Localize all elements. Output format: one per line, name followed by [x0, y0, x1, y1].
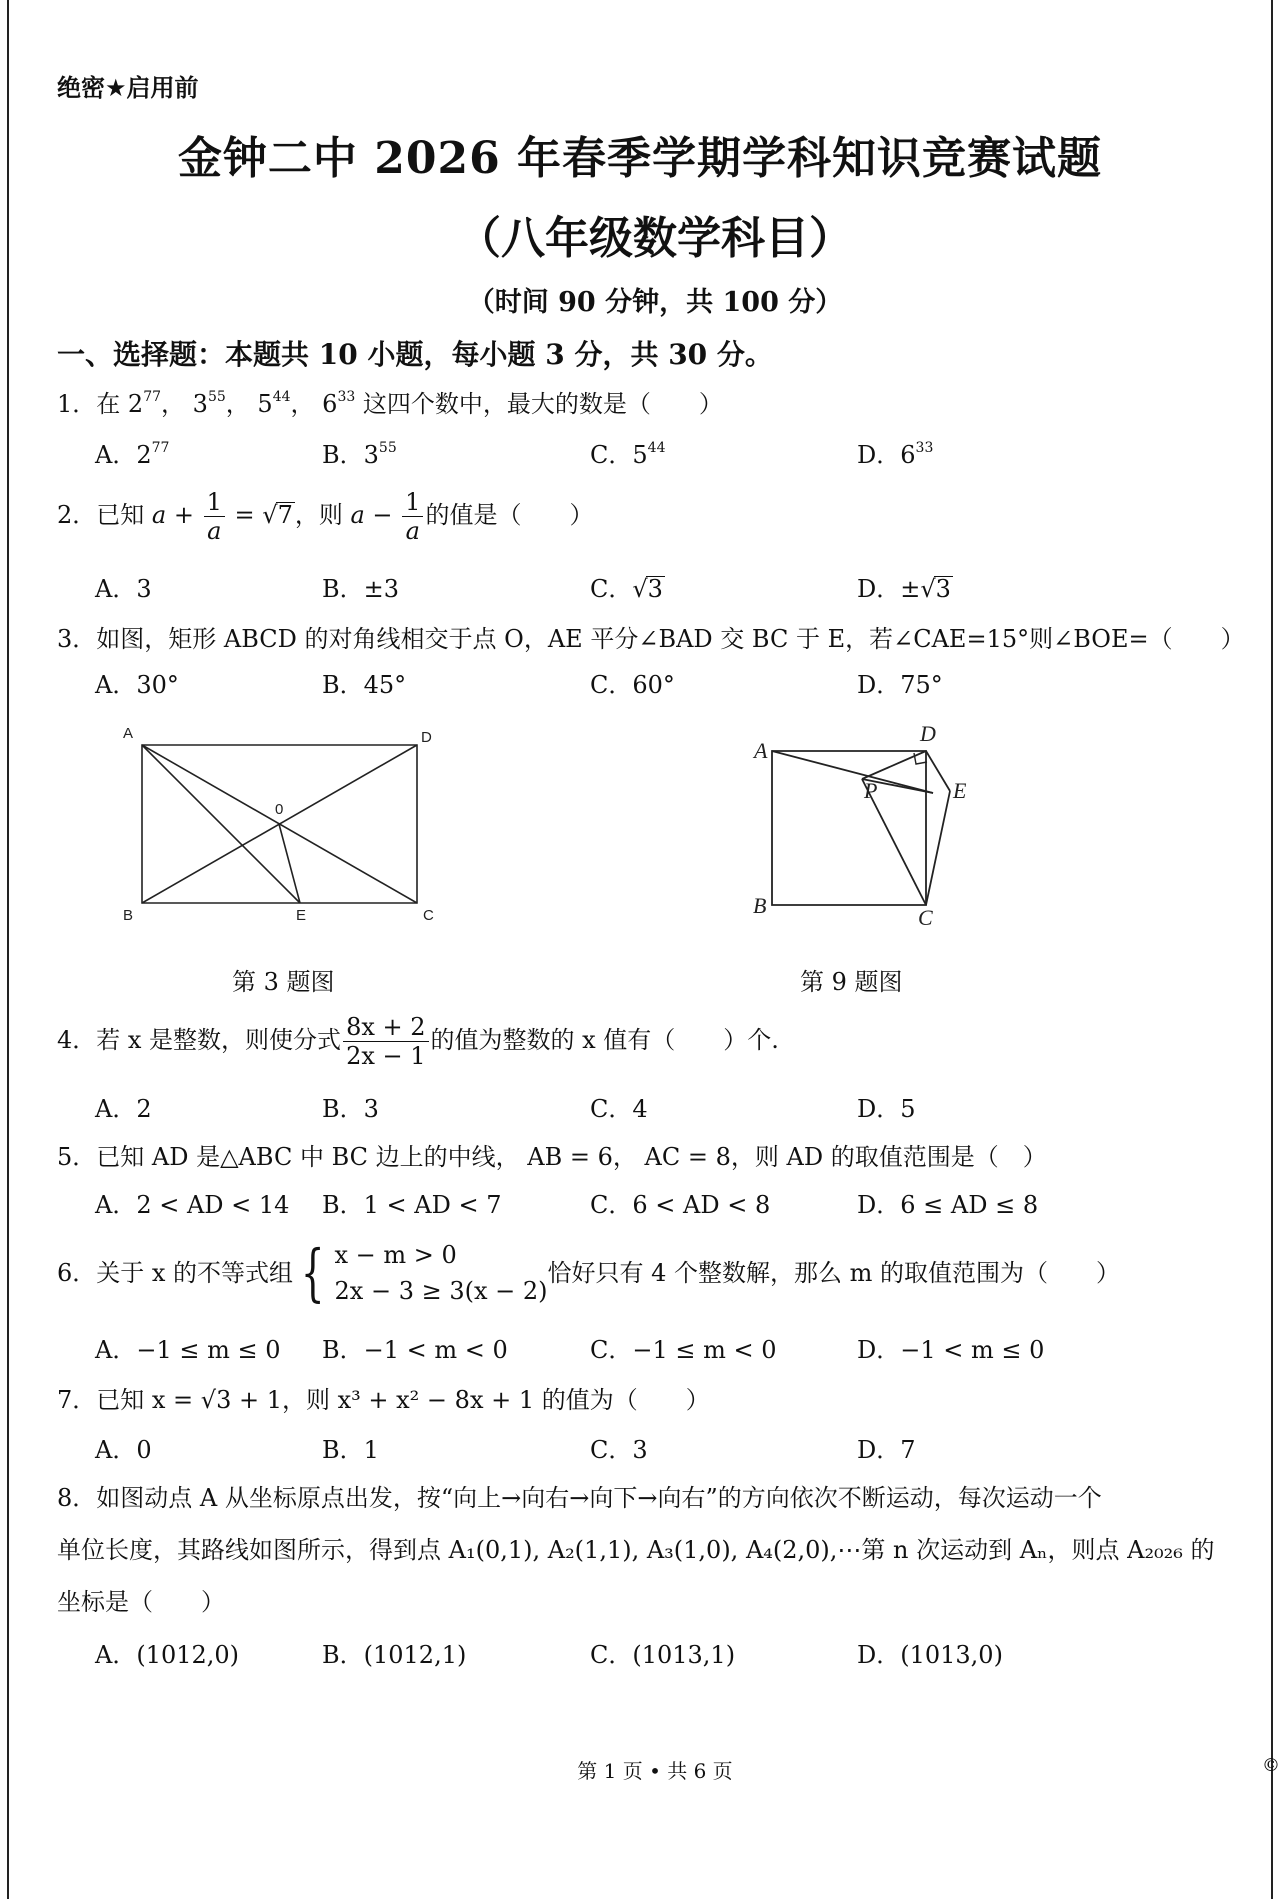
q6-option-a[interactable]: A．−1 ≤ m ≤ 0 — [95, 1336, 281, 1364]
exam-title: 金钟二中 2026 年春季学期学科知识竞赛试题 — [177, 133, 1103, 184]
question-4: 4．若 x 是整数，则使分式 $\frac{8x + 2}{2x - 1}$ 的值为整数的 x 值有（ ）个. — [57, 1013, 779, 1070]
q6-option-d[interactable]: D．−1 < m ≤ 0 — [857, 1336, 1045, 1364]
q3-option-a[interactable]: A．30° — [95, 671, 179, 699]
question-8-line-3: 坐标是（ ） — [57, 1588, 225, 1616]
q4-option-a[interactable]: A．2 — [95, 1095, 152, 1123]
question-7: 7．已知 x = √3 + 1，则 x³ + x² − 8x + 1 的值为（ ） — [57, 1386, 710, 1414]
time-info: （时间 90 分钟，共 100 分） — [467, 287, 843, 318]
q2-option-d[interactable]: D．±√3 — [857, 575, 951, 603]
q6-option-c[interactable]: C．−1 ≤ m < 0 — [590, 1336, 777, 1364]
q1-option-c[interactable]: C．$5^{44}$ — [590, 440, 666, 469]
question-1: 1．在 $2^{77}$， $3^{55}$， $5^{44}$， $6^{33}$ 这四个数中，最大的数是（ ） — [57, 389, 723, 418]
q7-option-d[interactable]: D．7 — [857, 1436, 916, 1464]
q7-option-b[interactable]: B．1 — [322, 1436, 379, 1464]
section-heading: 一、选择题：本题共 10 小题，每小题 3 分，共 30 分。 — [57, 338, 773, 371]
question-3: 3．如图，矩形 ABCD 的对角线相交于点 O，AE 平分∠BAD 交 BC 于 E，若∠CAE=15°则∠BOE=（ ） — [57, 625, 1245, 653]
fig3-label-d: D — [421, 729, 432, 746]
q4-option-b[interactable]: B．3 — [322, 1095, 379, 1123]
q5-option-b[interactable]: B．1 < AD < 7 — [322, 1191, 502, 1219]
question-8-line-2: 单位长度，其路线如图所示，得到点 A₁(0,1), A₂(1,1), A₃(1,0), A₄(2,0),⋯第 n 次运动到 Aₙ，则点 A₂₀₂₆ 的 — [57, 1536, 1215, 1564]
question-6: 6．关于 x 的不等式组 { x − m > 0 2x − 3 ≥ 3(x − 2) 恰好只有 4 个整数解，那么 m 的取值范围为（ ） — [57, 1236, 1121, 1309]
fig9-label-e: E — [953, 778, 967, 803]
fig3-label-b: B — [123, 907, 134, 924]
q5-option-a[interactable]: A．2 < AD < 14 — [95, 1191, 290, 1219]
fig9-label-p: P — [864, 778, 878, 803]
q8-option-a[interactable]: A．(1012,0) — [95, 1641, 240, 1669]
exam-subtitle: （八年级数学科目） — [457, 213, 853, 264]
figure-3-rectangle — [115, 720, 455, 930]
q4-option-d[interactable]: D．5 — [857, 1095, 916, 1123]
confidential-mark: 绝密★启用前 — [57, 74, 199, 102]
q8-option-c[interactable]: C．(1013,1) — [590, 1641, 736, 1669]
q1-option-b[interactable]: B．$3^{55}$ — [322, 440, 397, 469]
fig3-label-e: E — [296, 907, 307, 924]
fig3-label-a: A — [123, 725, 134, 742]
fig9-label-d: D — [920, 725, 936, 746]
q8-option-b[interactable]: B．(1012,1) — [322, 1641, 467, 1669]
q1-stem-end: 这四个数中，最大的数是（ ） — [355, 390, 723, 418]
figure-9-square — [750, 725, 990, 935]
fig3-label-c: C — [423, 907, 434, 924]
figure-3-caption: 第 3 题图 — [232, 968, 335, 996]
q3-option-c[interactable]: C．60° — [590, 671, 675, 699]
figure-9-caption: 第 9 题图 — [800, 968, 903, 996]
q1-option-a[interactable]: A．$2^{77}$ — [95, 440, 170, 469]
q5-option-d[interactable]: D．6 ≤ AD ≤ 8 — [857, 1191, 1039, 1219]
q1-stem-start: 1．在 — [57, 390, 128, 418]
q7-option-c[interactable]: C．3 — [590, 1436, 648, 1464]
q2-option-b[interactable]: B．±3 — [322, 575, 400, 603]
q7-option-a[interactable]: A．0 — [95, 1436, 152, 1464]
fig3-label-o: 0 — [275, 801, 284, 818]
q2-option-c[interactable]: C．√3 — [590, 575, 663, 603]
q2-option-a[interactable]: A．3 — [95, 575, 152, 603]
q6-option-b[interactable]: B．−1 < m < 0 — [322, 1336, 508, 1364]
fig9-label-b: B — [753, 893, 767, 918]
page-footer: 第 1 页 • 共 6 页 — [577, 1759, 733, 1783]
question-2: 2．已知 a + $\frac{1}{a}$ = √7，则 a − $\frac{1}{a}$ 的值是（ ） — [57, 488, 594, 545]
q3-option-d[interactable]: D．75° — [857, 671, 943, 699]
question-5: 5．已知 AD 是△ABC 中 BC 边上的中线， AB = 6， AC = 8，则 AD 的取值范围是（ ） — [57, 1143, 1047, 1171]
q4-option-c[interactable]: C．4 — [590, 1095, 648, 1123]
q5-option-c[interactable]: C．6 < AD < 8 — [590, 1191, 771, 1219]
question-8-line-1: 8．如图动点 A 从坐标原点出发，按“向上→向右→向下→向右”的方向依次不断运动，每次运动一个 — [57, 1484, 1102, 1512]
fig9-label-c: C — [918, 905, 933, 930]
edge-mark: © — [1262, 1755, 1280, 1776]
q3-option-b[interactable]: B．45° — [322, 671, 407, 699]
fig9-label-a: A — [754, 738, 768, 763]
q1-option-d[interactable]: D．$6^{33}$ — [857, 440, 934, 469]
q8-option-d[interactable]: D．(1013,0) — [857, 1641, 1003, 1669]
